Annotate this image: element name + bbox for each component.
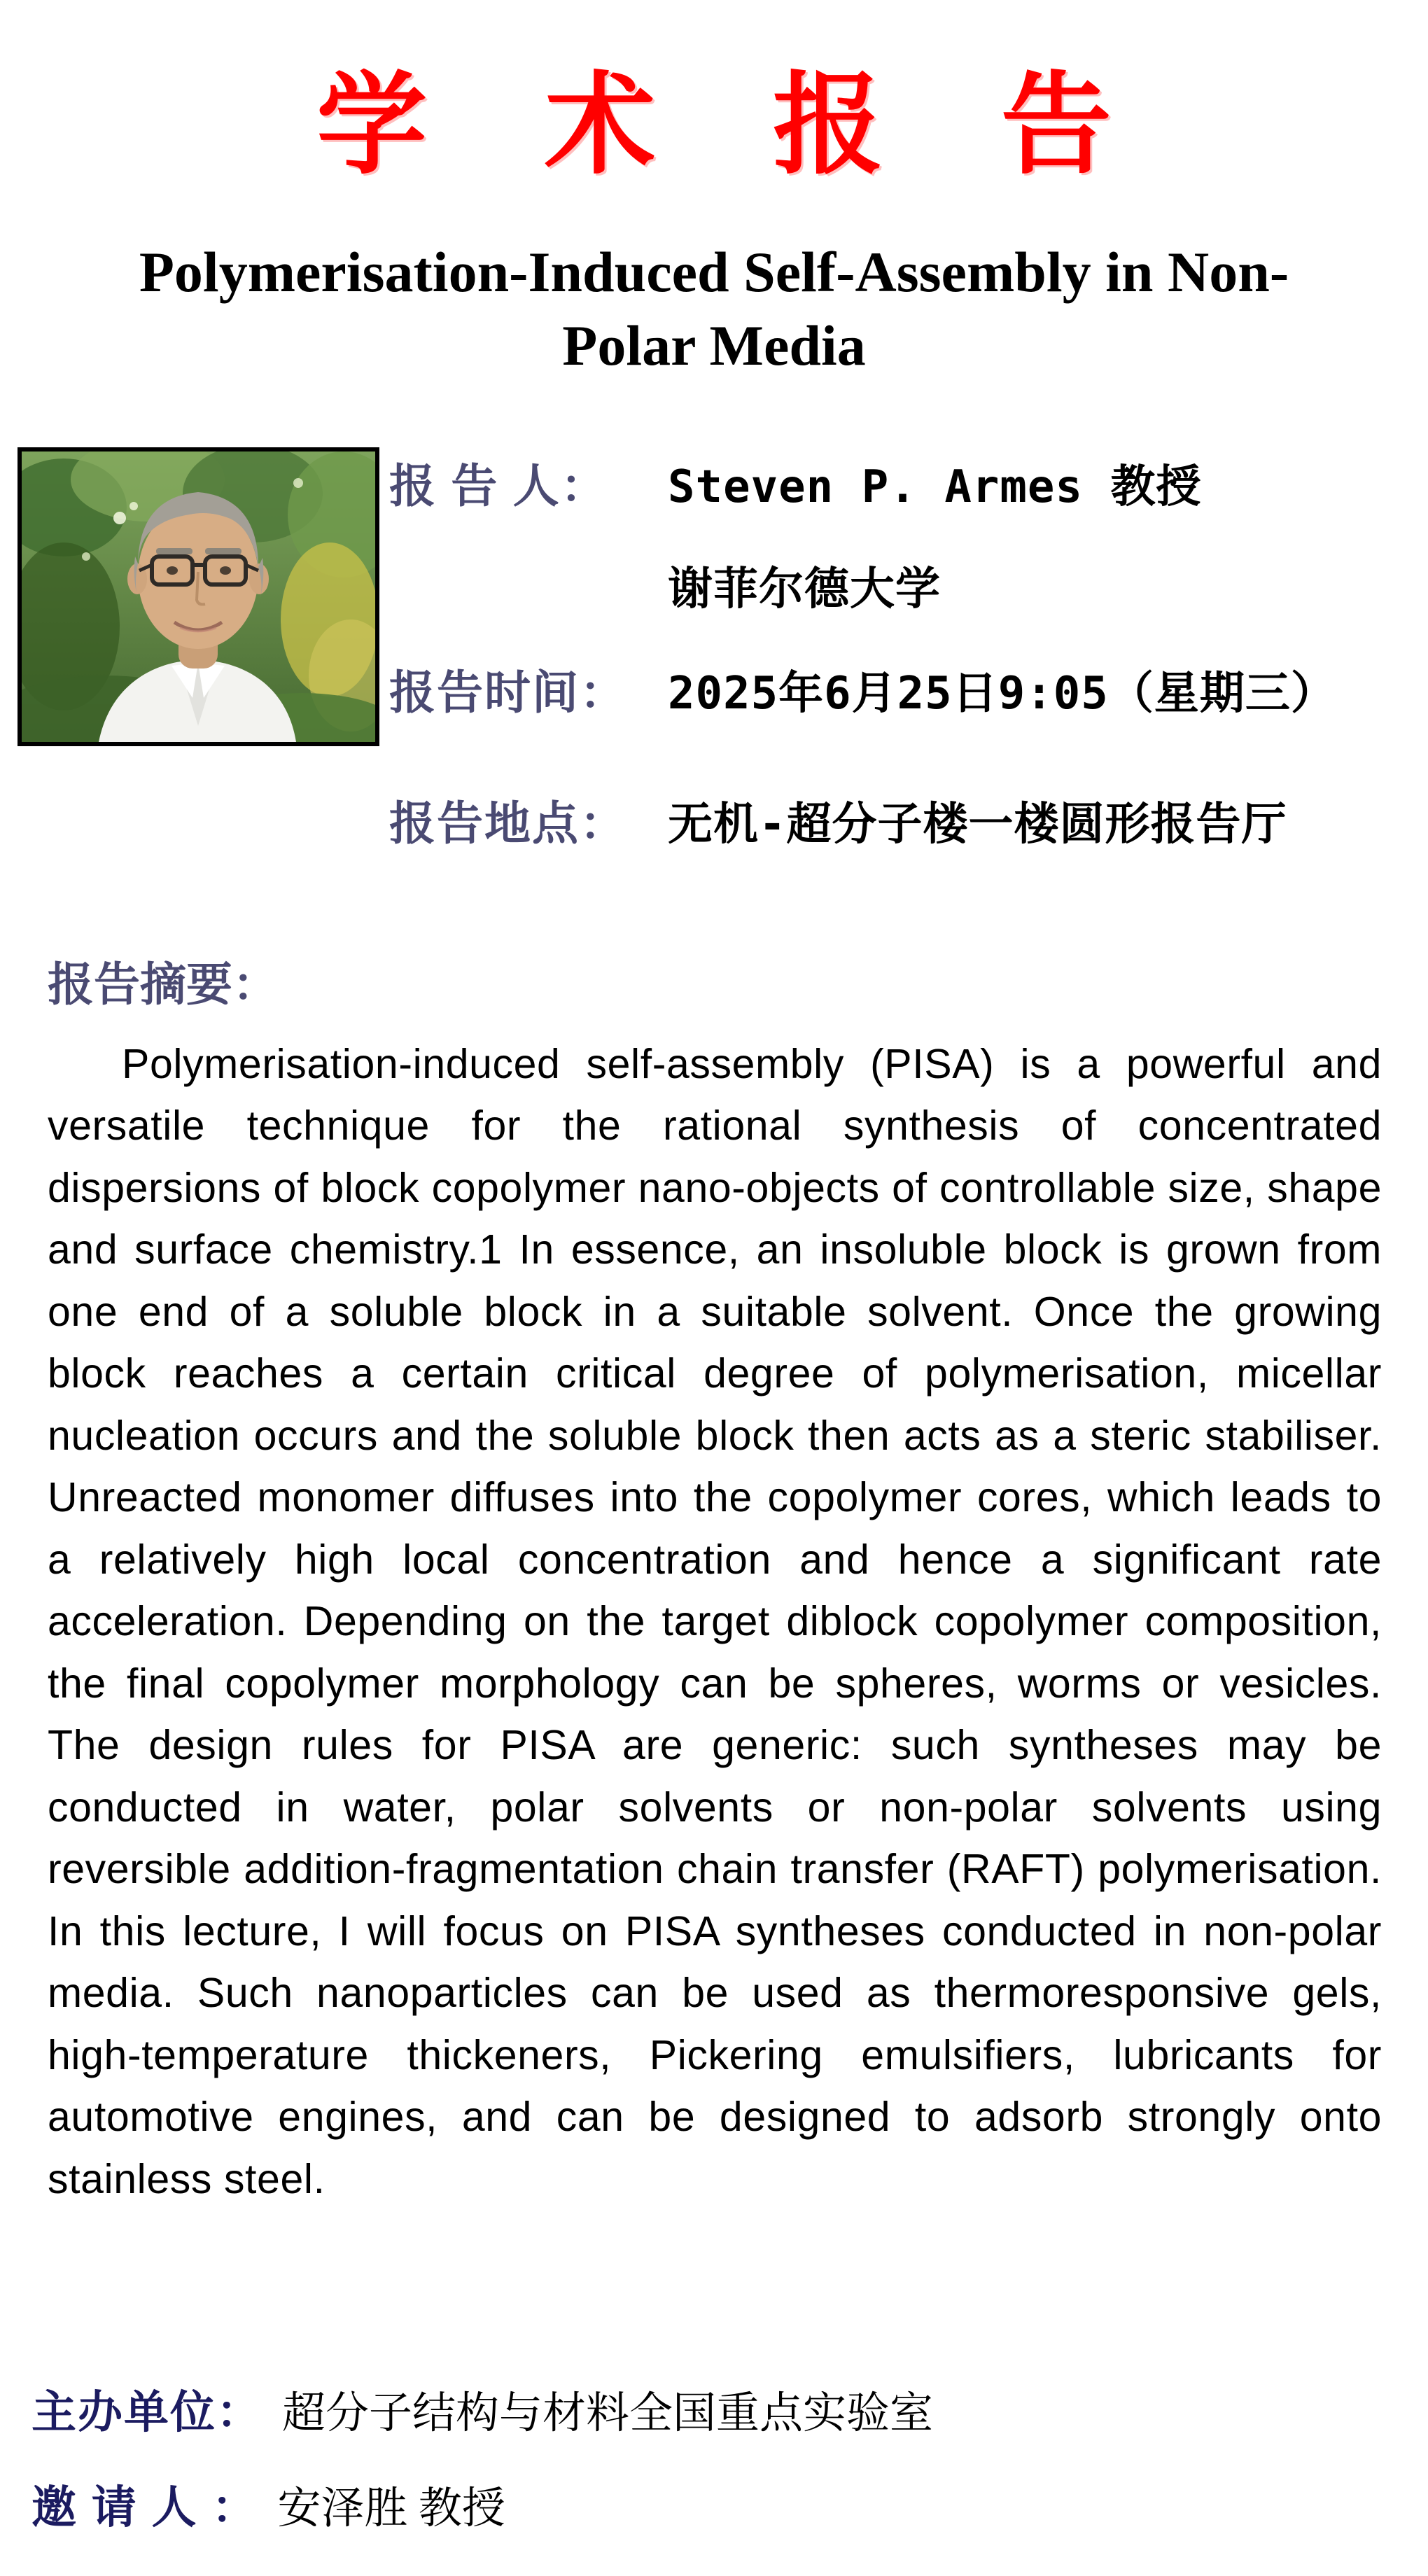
- speaker-row: [389, 449, 1410, 515]
- lecture-title: Polymerisation-Induced Self-Assembly in Non-Polar Media: [139, 240, 1289, 377]
- inviter-label: 邀 请 人 ：: [31, 2482, 258, 2533]
- organizer-label: 主办单位：: [31, 2387, 262, 2438]
- abstract-text: Polymerisation-induced self-assembly (PISA) is a powerful and versatile technique for the rational synthesis of concentrated dispersions of block copolymer nano-objects of controllable size, shape and surface chemistry.1 In essence, an insoluble block is grown from one end of a soluble block in a suitable solvent. Once the growing block reaches a certain critical degree of polymerisation, micellar nucleation occurs and the soluble block then acts as a steric stabiliser. Unreacted monomer diffuses into the copolymer cores, which leads to a relatively high local concentration and hence a significant rate acceleration. Depending on the target diblock copolymer composition, the final copolymer morphology can be spheres, worms or vesicles. The design rules for PISA are generic: such syntheses may be conducted in water, polar solvents or non-polar solvents using reversible addition-fragmentation chain transfer (RAFT) polymerisation. In this lecture, I will focus on PISA syntheses conducted in non-polar media. Such nanoparticles can be used as thermoresponsive gels, high-temperature thickeners, Pickering emulsifiers, lubricants for automotive engines, and can be designed to adsorb strongly onto stainless steel.: [48, 1040, 1382, 2202]
- inviter-value: 安泽胜 教授: [277, 2485, 505, 2533]
- speaker-info-column: [389, 447, 1410, 853]
- organizer-value: 超分子结构与材料全国重点实验室: [282, 2390, 934, 2438]
- speaker-affiliation: 谢菲尔德大学: [668, 563, 941, 615]
- speaker-info-section: [18, 447, 1410, 853]
- banner-title: 学 术 报 告: [316, 64, 1155, 187]
- abstract-heading: 报告摘要：: [48, 958, 279, 1010]
- inviter-row: [31, 2472, 1428, 2536]
- footer-section: [31, 2376, 1428, 2536]
- speaker-name: Steven P. Armes 教授: [668, 461, 1202, 513]
- location-label: 报告地点：: [389, 797, 627, 849]
- speaker-photo: [18, 447, 379, 746]
- speaker-photo-illustration: [22, 451, 375, 742]
- time-label: 报告时间：: [389, 666, 627, 718]
- affiliation-row: [389, 553, 1410, 617]
- time-row: [389, 655, 1410, 722]
- location-row: [389, 786, 1410, 853]
- lecture-poster-page: [0, 36, 1428, 2576]
- lecture-location: 无机-超分子楼一楼圆形报告厅: [668, 798, 1287, 850]
- organizer-row: [31, 2376, 1428, 2441]
- speaker-label: 报 告 人：: [389, 459, 608, 512]
- lecture-time: 2025年6月25日9:05（星期三）: [668, 667, 1336, 720]
